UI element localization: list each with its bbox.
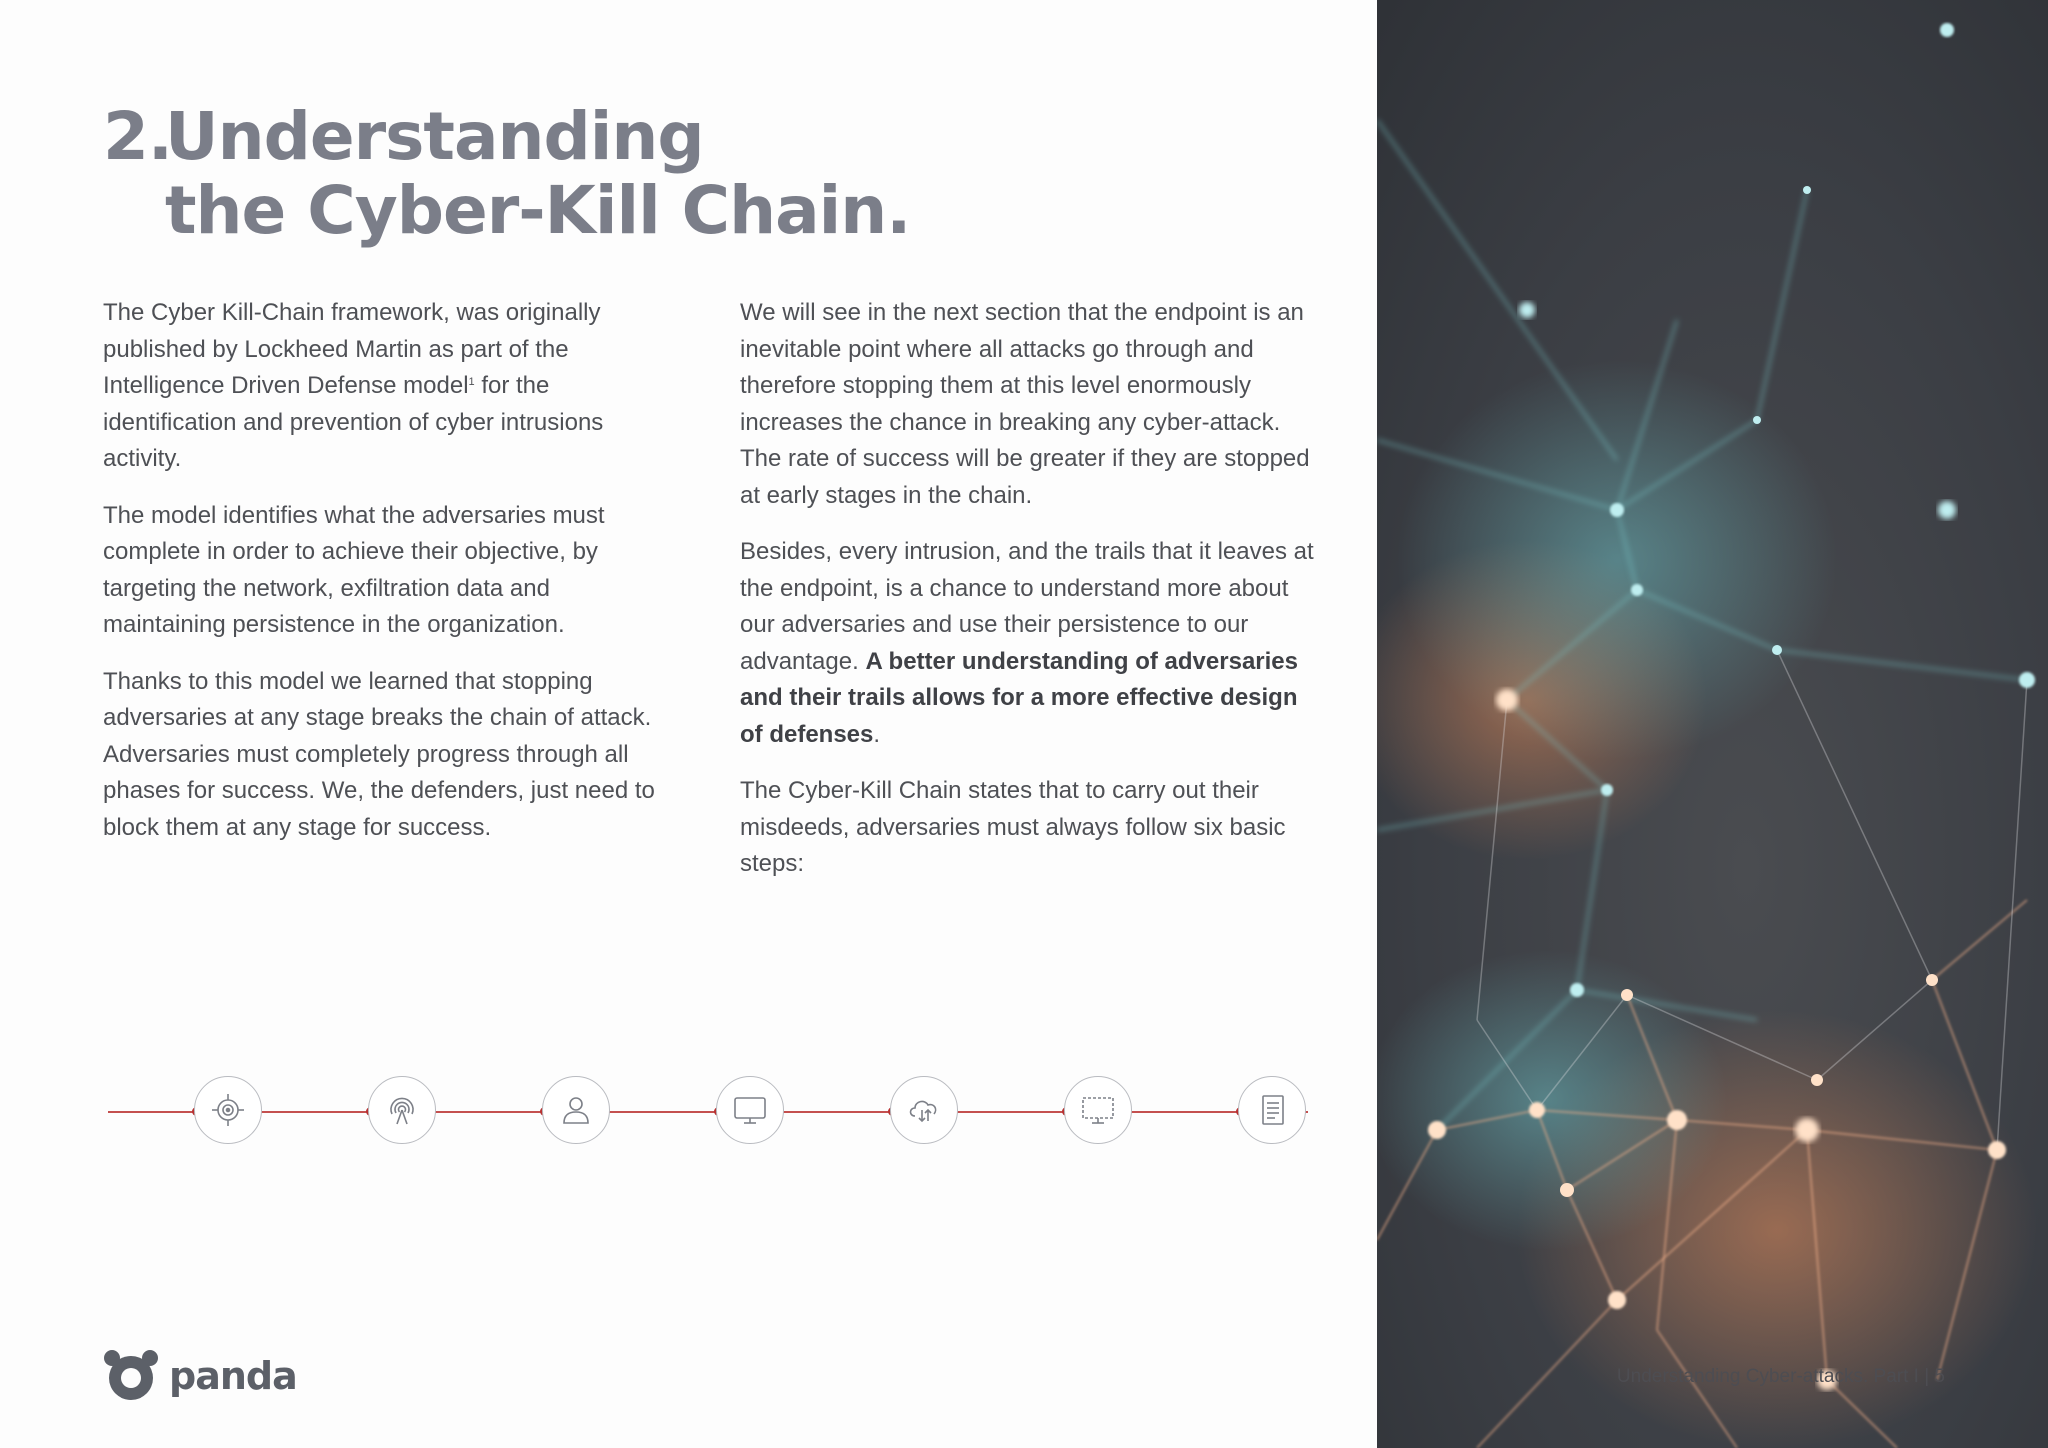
- kill-chain-diagram: [108, 1075, 1308, 1147]
- panda-logo: [103, 1350, 297, 1402]
- monitor-icon: [716, 1076, 784, 1144]
- logo-wordmark: panda: [169, 1354, 297, 1398]
- panda-logo-icon: [103, 1350, 159, 1402]
- paragraph: Thanks to this model we learned that stopping adversaries at any stage breaks the chain of attack. Adversaries must completely progress through all phases for success. We, the defenders, just need to block them at any stage for success.: [103, 667, 655, 841]
- paragraph-text: for the identification and prevention of cyber intrusions activity.: [103, 372, 604, 472]
- dashed-screen-icon: [1064, 1076, 1132, 1144]
- paragraph-text: Besides, every intrusion, and the trails that it leaves at the endpoint, is a chance to understand more about our adversaries and use their persistence to our advantage.: [740, 538, 1314, 675]
- page-title: [103, 100, 910, 248]
- left-column: [103, 295, 673, 866]
- right-column: [740, 295, 1320, 903]
- paragraph: [740, 534, 1320, 753]
- title-line-2: the Cyber-Kill Chain.: [165, 172, 911, 249]
- paragraph: The Cyber-Kill Chain states that to carry out their misdeeds, adversaries must always follow six basic steps:: [740, 777, 1286, 877]
- section-number: 2.: [103, 98, 172, 175]
- page-footer: Understanding Cyber-attacks. Part I | 5: [1616, 1366, 1945, 1387]
- emphasis-text: A better understanding of adversaries and their trails allows for a more effective design of defenses: [740, 647, 1298, 748]
- target-icon: [194, 1076, 262, 1144]
- signal-broadcast-icon: [368, 1076, 436, 1144]
- title-line-1: Understanding: [165, 98, 704, 175]
- document-icon: [1238, 1076, 1306, 1144]
- paragraph: We will see in the next section that the endpoint is an inevitable point where all attacks go through and therefore stopping them at this level enormously increases the chance in breaking any cyber-attack. The rate of success will be greater if they are stopped at early stages in the chain.: [740, 299, 1310, 509]
- footnote-ref: 1: [468, 376, 475, 388]
- paragraph-text: .: [873, 720, 881, 748]
- user-icon: [542, 1076, 610, 1144]
- paragraph: The model identifies what the adversaries must complete in order to achieve their objective, by targeting the network, exfiltration data and maintaining persistence in the organization.: [103, 501, 605, 638]
- network-background-image: [1377, 0, 2048, 1448]
- paragraph-text: The Cyber Kill-Chain framework, was originally published by Lockheed Martin as part of the Intelligence Driven Defense model: [103, 299, 601, 399]
- cloud-sync-icon: [890, 1076, 958, 1144]
- paragraph: [103, 295, 673, 478]
